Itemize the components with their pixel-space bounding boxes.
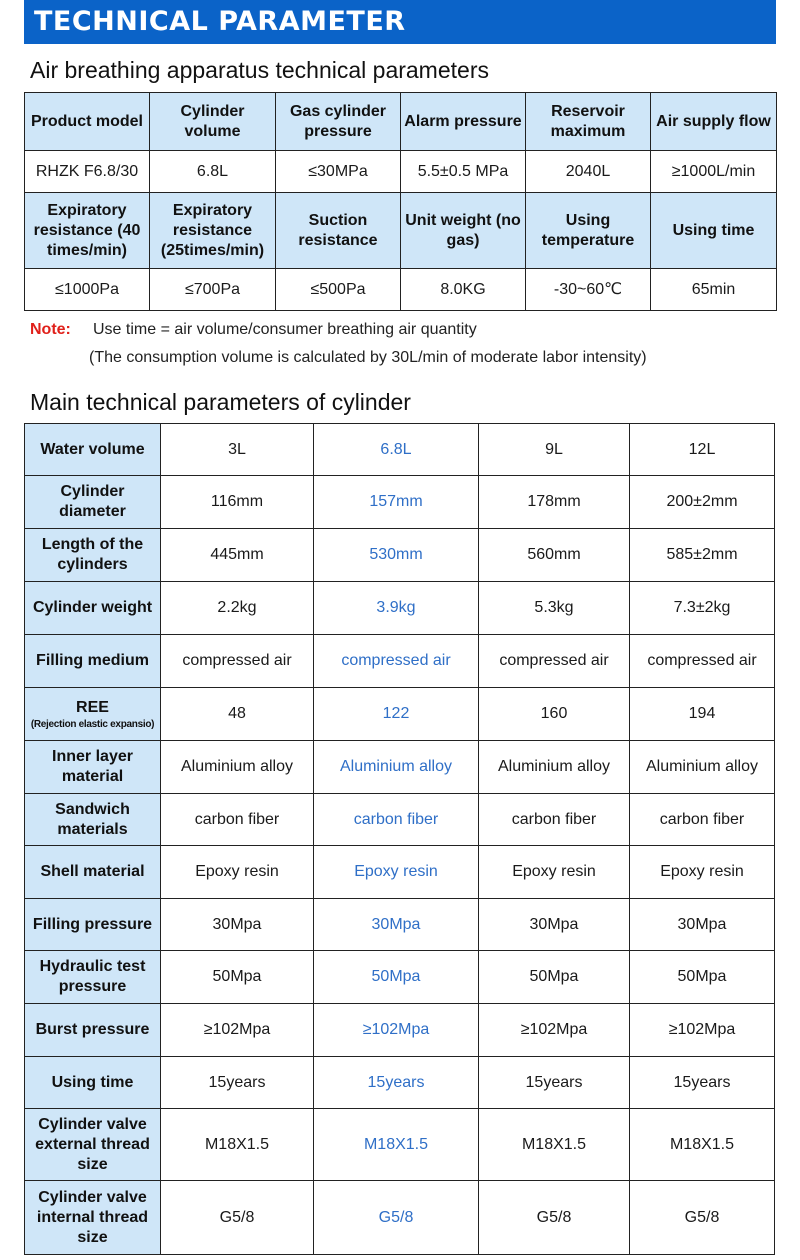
row-label-cell xyxy=(25,476,161,529)
value-air-supply-flow: ≥1000L/min xyxy=(651,151,777,193)
value-unit-weight: 8.0KG xyxy=(401,269,526,311)
apparatus-parameters-table xyxy=(24,92,777,311)
apparatus-value-row xyxy=(25,151,777,193)
value-cell: compressed air xyxy=(161,635,314,688)
row-label: Cylinder weight xyxy=(32,599,153,616)
table-row xyxy=(25,846,775,899)
table-row xyxy=(25,1004,775,1057)
value-cell: Aluminium alloy xyxy=(479,741,630,794)
value-cell: ≥102Mpa xyxy=(314,1004,479,1057)
table-row xyxy=(25,529,775,582)
row-label: Burst pressure xyxy=(35,1021,150,1038)
value-product-model: RHZK F6.8/30 xyxy=(25,151,150,193)
table-row xyxy=(25,951,775,1004)
value-cell: Aluminium alloy xyxy=(314,741,479,794)
header-unit-weight: Unit weight (no gas) xyxy=(401,193,526,269)
value-cell: 48 xyxy=(161,688,314,741)
row-label: Hydraulic test pressure xyxy=(39,958,146,995)
table-row xyxy=(25,899,775,951)
table-row xyxy=(25,582,775,635)
row-label-cell xyxy=(25,741,161,794)
value-gas-cylinder-pressure: ≤30MPa xyxy=(276,151,401,193)
header-cylinder-volume: Cylinder volume xyxy=(150,93,276,151)
value-cell: 50Mpa xyxy=(630,951,775,1004)
row-label: Cylinder valve internal thread size xyxy=(36,1188,149,1246)
value-using-temperature: -30~60℃ xyxy=(526,269,651,311)
row-label-cell xyxy=(25,529,161,582)
value-cell: Aluminium alloy xyxy=(161,741,314,794)
value-using-time: 65min xyxy=(651,269,777,311)
value-cell: 15years xyxy=(630,1057,775,1109)
value-cell: carbon fiber xyxy=(314,794,479,846)
value-cell: 30Mpa xyxy=(630,899,775,951)
row-label: Filling medium xyxy=(36,652,149,669)
value-cell: 194 xyxy=(630,688,775,741)
value-expiratory-resistance-25: ≤700Pa xyxy=(150,269,276,311)
value-cell: Epoxy resin xyxy=(479,846,630,899)
row-label-cell xyxy=(25,794,161,846)
apparatus-value-row xyxy=(25,269,777,311)
row-label-cell xyxy=(25,424,161,476)
row-sublabel: (Rejection elastic expansio) xyxy=(30,718,155,730)
value-cell: Epoxy resin xyxy=(161,846,314,899)
table-row xyxy=(25,794,775,846)
note-label: Note: xyxy=(30,321,71,338)
row-label: Length of the cylinders xyxy=(41,536,144,573)
value-cell: 30Mpa xyxy=(161,899,314,951)
row-label-cell xyxy=(25,582,161,635)
value-cell: 122 xyxy=(314,688,479,741)
header-using-time: Using time xyxy=(651,193,777,269)
value-cell: 2.2kg xyxy=(161,582,314,635)
cylinder-parameters-table xyxy=(24,423,775,1255)
row-label: Filling pressure xyxy=(32,915,153,933)
row-label-cell xyxy=(25,1004,161,1057)
table-row xyxy=(25,741,775,794)
value-cell: 560mm xyxy=(479,529,630,582)
banner-title: TECHNICAL PARAMETER xyxy=(34,6,406,37)
row-label-cell xyxy=(25,635,161,688)
value-cell: compressed air xyxy=(630,635,775,688)
note-text-line-1: Use time = air volume/consumer breathing air quantity xyxy=(93,321,477,338)
value-cell: ≥102Mpa xyxy=(161,1004,314,1057)
value-cell: Aluminium alloy xyxy=(630,741,775,794)
cylinder-table-body xyxy=(25,424,775,1255)
value-cell: 530mm xyxy=(314,529,479,582)
value-cell: ≥102Mpa xyxy=(630,1004,775,1057)
header-expiratory-resistance-25: Expiratory resistance (25times/min) xyxy=(150,193,276,269)
row-label-cell xyxy=(25,899,161,951)
value-cell: 9L xyxy=(479,424,630,476)
value-cylinder-volume: 6.8L xyxy=(150,151,276,193)
value-cell: 200±2mm xyxy=(630,476,775,529)
row-label: Inner layer material xyxy=(52,748,133,785)
value-reservoir-maximum: 2040L xyxy=(526,151,651,193)
value-cell: 50Mpa xyxy=(479,951,630,1004)
value-cell: compressed air xyxy=(314,635,479,688)
table-row xyxy=(25,476,775,529)
row-label: Sandwich materials xyxy=(55,800,130,838)
header-gas-cylinder-pressure: Gas cylinder pressure xyxy=(276,93,401,151)
value-cell: ≥102Mpa xyxy=(479,1004,630,1057)
value-cell: 15years xyxy=(479,1057,630,1109)
value-cell: G5/8 xyxy=(479,1181,630,1255)
note-text-line-2: (The consumption volume is calculated by 30L/min of moderate labor intensity) xyxy=(89,349,647,366)
value-cell: M18X1.5 xyxy=(630,1109,775,1181)
value-cell: 12L xyxy=(630,424,775,476)
value-cell: G5/8 xyxy=(161,1181,314,1255)
value-cell: 30Mpa xyxy=(314,899,479,951)
header-reservoir-maximum: Reservoir maximum xyxy=(526,93,651,151)
value-cell: 157mm xyxy=(314,476,479,529)
row-label: REE xyxy=(76,698,109,716)
value-cell: Epoxy resin xyxy=(314,846,479,899)
apparatus-header-row xyxy=(25,193,777,269)
row-label-cell xyxy=(25,846,161,899)
header-suction-resistance: Suction resistance xyxy=(276,193,401,269)
value-cell: carbon fiber xyxy=(161,794,314,846)
value-cell: 50Mpa xyxy=(314,951,479,1004)
value-cell: G5/8 xyxy=(314,1181,479,1255)
value-cell: M18X1.5 xyxy=(479,1109,630,1181)
value-cell: 5.3kg xyxy=(479,582,630,635)
cylinder-section-title: Main technical parameters of cylinder xyxy=(30,389,411,415)
value-cell: 3.9kg xyxy=(314,582,479,635)
row-label-cell xyxy=(25,951,161,1004)
value-expiratory-resistance-40: ≤1000Pa xyxy=(25,269,150,311)
header-alarm-pressure: Alarm pressure xyxy=(401,93,526,151)
row-label: Cylinder valve external thread size xyxy=(35,1115,150,1173)
value-cell: 7.3±2kg xyxy=(630,582,775,635)
row-label: Cylinder diameter xyxy=(59,483,126,520)
value-cell: M18X1.5 xyxy=(314,1109,479,1181)
value-cell: carbon fiber xyxy=(479,794,630,846)
apparatus-header-row xyxy=(25,93,777,151)
row-label-cell xyxy=(25,1181,161,1255)
value-cell: 3L xyxy=(161,424,314,476)
value-cell: 178mm xyxy=(479,476,630,529)
apparatus-section-title: Air breathing apparatus technical parameters xyxy=(30,57,489,83)
table-row xyxy=(25,1057,775,1109)
value-cell: 116mm xyxy=(161,476,314,529)
value-cell: carbon fiber xyxy=(630,794,775,846)
row-label-cell xyxy=(25,1057,161,1109)
table-row xyxy=(25,424,775,476)
table-row xyxy=(25,1109,775,1181)
header-air-supply-flow: Air supply flow xyxy=(651,93,777,151)
title-banner xyxy=(24,0,776,44)
value-cell: 30Mpa xyxy=(479,899,630,951)
value-suction-resistance: ≤500Pa xyxy=(276,269,401,311)
header-using-temperature: Using temperature xyxy=(526,193,651,269)
value-cell: Epoxy resin xyxy=(630,846,775,899)
table-row xyxy=(25,688,775,741)
value-cell: 585±2mm xyxy=(630,529,775,582)
value-cell: 50Mpa xyxy=(161,951,314,1004)
row-label-cell xyxy=(25,688,161,741)
value-cell: 6.8L xyxy=(314,424,479,476)
value-cell: G5/8 xyxy=(630,1181,775,1255)
value-cell: 445mm xyxy=(161,529,314,582)
value-cell: compressed air xyxy=(479,635,630,688)
row-label-cell xyxy=(25,1109,161,1181)
value-cell: 15years xyxy=(161,1057,314,1109)
value-cell: 15years xyxy=(314,1057,479,1109)
value-cell: M18X1.5 xyxy=(161,1109,314,1181)
table-row xyxy=(25,1181,775,1255)
row-label: Shell material xyxy=(40,863,145,880)
value-alarm-pressure: 5.5±0.5 MPa xyxy=(401,151,526,193)
row-label: Using time xyxy=(51,1073,134,1091)
header-product-model: Product model xyxy=(25,93,150,151)
header-expiratory-resistance-40: Expiratory resistance (40 times/min) xyxy=(25,193,150,269)
row-label: Water volume xyxy=(40,440,145,458)
table-row xyxy=(25,635,775,688)
value-cell: 160 xyxy=(479,688,630,741)
